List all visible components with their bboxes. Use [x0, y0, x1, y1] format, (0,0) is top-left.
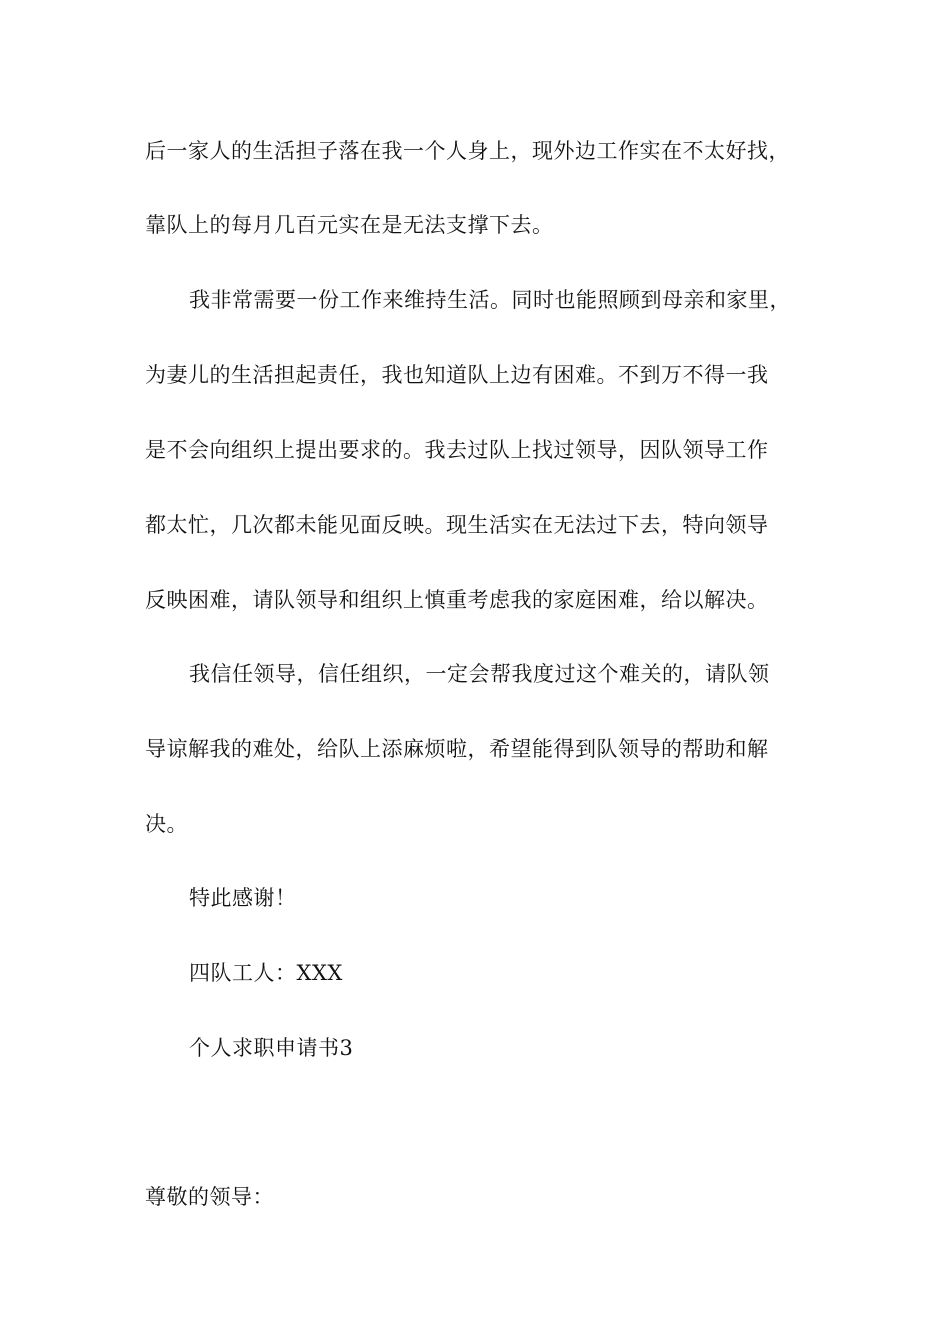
signature-line: 四队工人：XXX	[189, 961, 343, 985]
body-text-line: 我非常需要一份工作来维持生活。同时也能照顾到母亲和家里，	[189, 288, 791, 312]
body-text-line: 都太忙，几次都未能见面反映。现生活实在无法过下去，特向领导	[145, 513, 769, 537]
body-text-line: 反映困难，请队领导和组织上慎重考虑我的家庭困难，给以解决。	[145, 588, 769, 612]
body-text-line: 决。	[145, 812, 188, 836]
salutation: 尊敬的领导：	[145, 1185, 274, 1209]
section-heading: 个人求职申请书3	[189, 1036, 354, 1060]
closing-thanks: 特此感谢！	[189, 886, 297, 910]
body-text-line: 是不会向组织上提出要求的。我去过队上找过领导，因队领导工作	[145, 438, 769, 462]
body-text-line: 后一家人的生活担子落在我一个人身上，现外边工作实在不太好找，	[145, 139, 790, 163]
body-text-line: 为妻儿的生活担起责任，我也知道队上边有困难。不到万不得一我	[145, 363, 769, 387]
body-text-line: 靠队上的每月几百元实在是无法支撑下去。	[145, 213, 554, 237]
body-text-line: 我信任领导，信任组织，一定会帮我度过这个难关的，请队领	[189, 662, 770, 686]
body-text-line: 导谅解我的难处，给队上添麻烦啦，希望能得到队领导的帮助和解	[145, 737, 769, 761]
